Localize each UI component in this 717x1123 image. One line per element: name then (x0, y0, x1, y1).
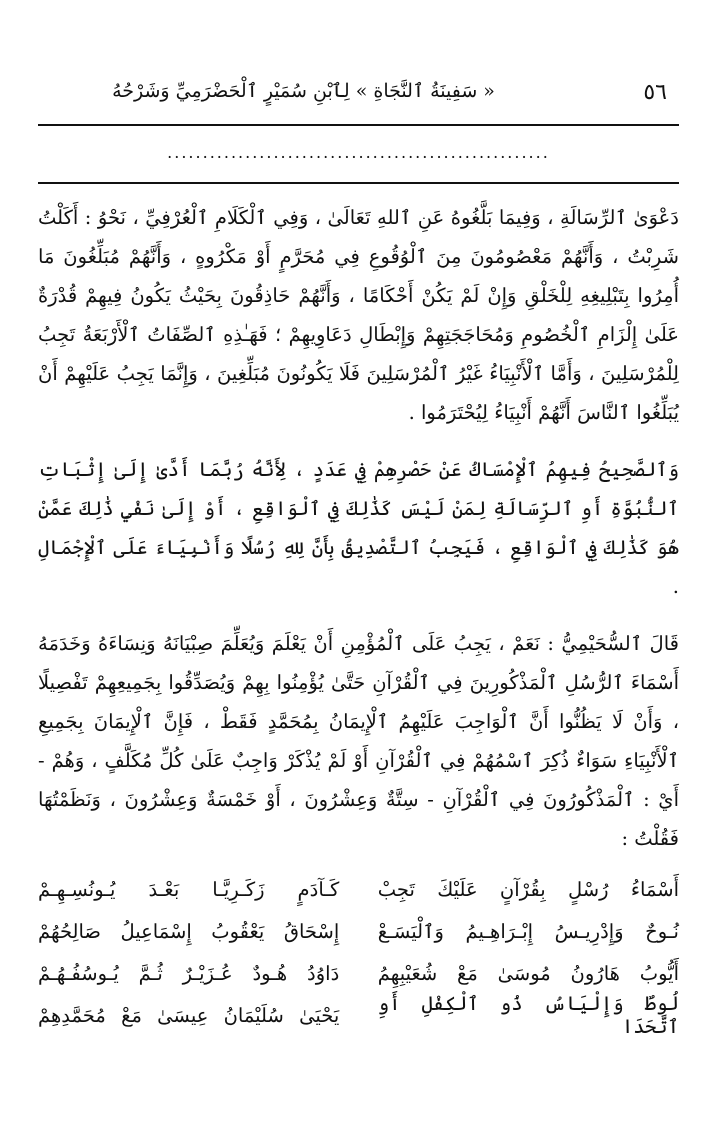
poem-verse (38, 952, 679, 994)
poem-second-hemistich: يَحْيَىٰ سُلَيْمَانُ عِيسَىٰ مَعْ مُحَمَّدِهِمْ (38, 1003, 340, 1027)
paragraph: دَعْوَىٰ ٱلرِّسَالَةِ ، وَفِيمَا بَلَّغُوهُ عَنِ ٱللهِ تَعَالَىٰ ، وَفِي ٱلْكَلَامِ ٱلْعُرْفِيِّ ، نَحْوُ : أَكَلْتُ شَرِبْتُ ، وَأَنَّهُمْ مَعْصُومُونَ مِنَ ٱلْوُقُوعِ فِي مُحَرَّمٍ أَوْ مَكْرُوهٍ ، وَأَنَّهُمْ مُبَلِّغُونَ مَا أُمِرُوا بِتَبْلِيغِهِ لِلْخَلْقِ وَإِنْ لَمْ يَكُنْ أَحْكَامًا ، وَأَنَّهُمْ حَاذِقُونَ بِحَيْثُ يَكُونُ فِيهِمْ قُدْرَةٌ عَلَىٰ إِلْزَامِ ٱلْخُصُومِ وَمُحَاجَجَتِهِمْ وَإِبْطَالِ دَعَاوِيهِمْ ؛ فَهَـٰذِهِ ٱلصِّفَاتُ ٱلْأَرْبَعَةُ تَجِبُ لِلْمُرْسَلِينَ ، وَأَمَّا ٱلْأَنْبِيَاءُ غَيْرُ ٱلْمُرْسَلِينَ فَلَا يَكُونُونَ مُبَلِّغِينَ ، وَإِنَّمَا يَجِبُ عَلَيْهِمْ أَنْ يُبَلِّغُوا ٱلنَّاسَ أَنَّهُمْ أَنْبِيَاءُ لِيُحْتَرَمُوا . (38, 206, 679, 424)
footnote-rule (38, 182, 679, 184)
poem-first-hemistich: لُوطٌ وَإِلْيَاسُ ذُو ٱلْكِفْلِ أَوِ ٱتَّحَدَا (377, 992, 679, 1038)
poem-verse (38, 994, 679, 1036)
page-number: ٥٦ (643, 80, 667, 105)
poem-second-hemistich: إِسْحَاقُ يَعْقُوبُ إِسْمَاعِيلُ صَالِحُهُمْ (38, 919, 340, 943)
poem-second-hemistich: كَـآدَمٍ زَكَـرِيَّـا بَعْـدَ يُـونُسِـهِـمْ (38, 877, 340, 901)
poem-verse (38, 868, 679, 910)
running-title: « سَفِينَةُ ٱلنَّجَاةِ » لِٱبْنِ سُمَيْرٍ ٱلْحَضْرَمِيِّ وَشَرْحُهُ (112, 80, 495, 102)
poem-first-hemistich: أَسْمَاءُ رُسْلٍ بِقُرْآنٍ عَلَيْكَ تَجِبْ (377, 877, 679, 901)
book-page (38, 0, 679, 1123)
poem (38, 868, 679, 1036)
paragraph: قَالَ ٱلسُّحَيْمِيُّ : نَعَمْ ، يَجِبُ عَلَى ٱلْمُؤْمِنِ أَنْ يَعْلَمَ وَيُعَلِّمَ صِبْيَانَهُ وَنِسَاءَهُ وَخَدَمَهُ أَسْمَاءَ ٱلرُّسُلِ ٱلْمَذْكُورِينَ فِي ٱلْقُرْآنِ حَتَّىٰ يُؤْمِنُوا بِهِمْ وَيُصَدِّقُوا بِجَمِيعِهِمْ تَفْصِيلًا ، وَأَنْ لَا يَظُنُّوا أَنَّ ٱلْوَاجِبَ عَلَيْهِمُ ٱلْإِيمَانُ بِمُحَمَّدٍ فَقَطْ ، فَإِنَّ ٱلْإِيمَانَ بِجَمِيعِ ٱلْأَنْبِيَاءِ سَوَاءٌ ذُكِرَ ٱسْمُهُمْ فِي ٱلْقُرْآنِ أَوْ لَمْ يُذْكَرْ وَاجِبٌ عَلَىٰ كُلِّ مُكَلَّفٍ ، وَهُمْ - أَيْ : ٱلْمَذْكُورُونَ فِي ٱلْقُرْآنِ - سِتَّةٌ وَعِشْرُونَ ، أَوْ خَمْسَةٌ وَعِشْرُونَ ، وَنَظَمْتُهَا فَقُلْتُ : (38, 632, 679, 850)
footnote-continuation-dots: ...................................................... (167, 143, 550, 161)
paragraph: وَٱلصَّحِيحُ فِيهِمُ ٱلْإِمْسَاكُ عَنْ حَصْرِهِمْ فِي عَدَدٍ ، لِأَنَّهُ رُبَّمَا أَدَّىٰ إِلَىٰ إِثْبَاتِ ٱلنُّبُوَّةِ أَوِ ٱلرِّسَالَةِ لِمَنْ لَيْسَ كَذَٰلِكَ فِي ٱلْوَاقِعِ ، أَوْ إِلَىٰ نَفْيِ ذَٰلِكَ عَمَّنْ هُوَ كَذَٰلِكَ فِي ٱلْوَاقِعِ ، فَيَجِبُ ٱلتَّصْدِيقُ بِأَنَّ لِلهِ رُسُلًا وَأَنْبِيَاءَ عَلَى ٱلْإِجْمَالِ . (38, 458, 679, 598)
page-header (38, 74, 679, 114)
main-text (38, 198, 679, 876)
poem-second-hemistich: دَاوُدُ هُـودٌ عُـزَيْـرٌ ثُـمَّ يُـوسُفُـهُـمْ (38, 961, 340, 985)
poem-verse (38, 910, 679, 952)
header-rule (38, 124, 679, 126)
poem-first-hemistich: أَيُّوبُ هَارُونُ مُوسَىٰ مَعْ شُعَيْبِهِمُ (377, 961, 679, 985)
poem-first-hemistich: نُـوحٌ وَإِدْرِيـسُ إِبْـرَاهِـيمُ وَٱلْيَسَـعْ (377, 919, 679, 943)
